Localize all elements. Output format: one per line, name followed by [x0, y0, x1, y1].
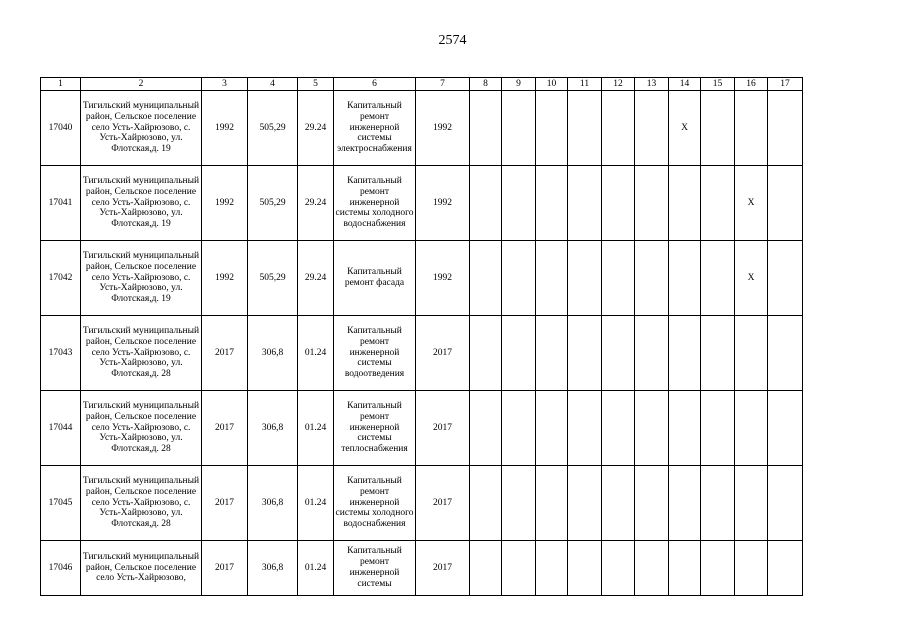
mark-cell — [701, 241, 735, 316]
column-header: 10 — [536, 78, 568, 91]
work-type-cell: Капитальный ремонт инженерной системы теплоснабжения — [334, 391, 416, 466]
mark-cell — [735, 316, 768, 391]
column-header: 3 — [202, 78, 248, 91]
mark-cell — [502, 91, 536, 166]
work-type-cell: Капитальный ремонт инженерной системы водоотведения — [334, 316, 416, 391]
mark-cell — [701, 541, 735, 596]
mark-cell — [635, 541, 669, 596]
mark-cell — [635, 91, 669, 166]
mark-cell — [536, 316, 568, 391]
completion-year-cell: 1992 — [416, 241, 470, 316]
column-header: 4 — [248, 78, 298, 91]
area-cell: 306,8 — [248, 316, 298, 391]
completion-year-cell: 1992 — [416, 166, 470, 241]
area-cell: 505,29 — [248, 166, 298, 241]
mark-cell — [502, 541, 536, 596]
mark-cell — [602, 166, 635, 241]
mark-cell — [502, 391, 536, 466]
table-row — [41, 391, 803, 466]
mark-cell — [768, 541, 803, 596]
work-type-cell: Капитальный ремонт инженерной системы холодного водоснабжения — [334, 466, 416, 541]
mark-cell — [470, 241, 502, 316]
mark-cell — [568, 316, 602, 391]
area-cell: 306,8 — [248, 466, 298, 541]
mark-cell — [635, 391, 669, 466]
column-header: 14 — [669, 78, 701, 91]
mark-cell — [701, 166, 735, 241]
mark-cell — [669, 466, 701, 541]
completion-year-cell: 2017 — [416, 391, 470, 466]
column-header: 15 — [701, 78, 735, 91]
mark-cell — [602, 466, 635, 541]
row-number-cell: 17044 — [41, 391, 81, 466]
mark-cell — [568, 241, 602, 316]
row-number-cell: 17043 — [41, 316, 81, 391]
area-cell: 306,8 — [248, 541, 298, 596]
mark-cell — [502, 166, 536, 241]
period-cell: 01.24 — [298, 316, 334, 391]
mark-cell — [536, 91, 568, 166]
column-header: 9 — [502, 78, 536, 91]
period-cell: 29.24 — [298, 91, 334, 166]
mark-cell — [602, 541, 635, 596]
column-header: 8 — [470, 78, 502, 91]
column-header: 5 — [298, 78, 334, 91]
completion-year-cell: 2017 — [416, 466, 470, 541]
table-row — [41, 241, 803, 316]
build-year-cell: 2017 — [202, 541, 248, 596]
mark-cell — [735, 466, 768, 541]
build-year-cell: 1992 — [202, 91, 248, 166]
work-type-cell: Капитальный ремонт инженерной системы — [334, 541, 416, 596]
mark-cell — [669, 166, 701, 241]
row-number-cell: 17040 — [41, 91, 81, 166]
row-number-cell: 17045 — [41, 466, 81, 541]
period-cell: 01.24 — [298, 541, 334, 596]
table-row — [41, 466, 803, 541]
mark-cell — [470, 541, 502, 596]
address-cell: Тигильский муниципальный район, Сельское поселение село Усть-Хайрюзово, — [81, 541, 202, 596]
area-cell: 505,29 — [248, 91, 298, 166]
column-header: 1 — [41, 78, 81, 91]
build-year-cell: 1992 — [202, 166, 248, 241]
mark-cell — [635, 166, 669, 241]
mark-cell — [701, 316, 735, 391]
work-type-cell: Капитальный ремонт инженерной системы холодного водоснабжения — [334, 166, 416, 241]
mark-cell — [701, 466, 735, 541]
table-row — [41, 91, 803, 166]
mark-cell: X — [735, 241, 768, 316]
mark-cell — [470, 91, 502, 166]
area-cell: 505,29 — [248, 241, 298, 316]
table-row — [41, 166, 803, 241]
mark-cell — [735, 541, 768, 596]
period-cell: 29.24 — [298, 166, 334, 241]
mark-cell — [470, 166, 502, 241]
mark-cell — [536, 466, 568, 541]
area-cell: 306,8 — [248, 391, 298, 466]
row-number-cell: 17046 — [41, 541, 81, 596]
build-year-cell: 2017 — [202, 391, 248, 466]
mark-cell — [768, 166, 803, 241]
address-cell: Тигильский муниципальный район, Сельское поселение село Усть-Хайрюзово, с. Усть-Хайрюзово, ул. Флотская,д. 28 — [81, 316, 202, 391]
address-cell: Тигильский муниципальный район, Сельское поселение село Усть-Хайрюзово, с. Усть-Хайрюзово, ул. Флотская,д. 19 — [81, 91, 202, 166]
build-year-cell: 2017 — [202, 466, 248, 541]
column-header: 7 — [416, 78, 470, 91]
build-year-cell: 2017 — [202, 316, 248, 391]
completion-year-cell: 2017 — [416, 316, 470, 391]
completion-year-cell: 2017 — [416, 541, 470, 596]
column-header: 6 — [334, 78, 416, 91]
mark-cell — [502, 241, 536, 316]
mark-cell — [568, 91, 602, 166]
mark-cell — [669, 241, 701, 316]
mark-cell — [602, 91, 635, 166]
completion-year-cell: 1992 — [416, 91, 470, 166]
mark-cell — [635, 316, 669, 391]
mark-cell — [635, 466, 669, 541]
mark-cell — [602, 391, 635, 466]
mark-cell — [768, 391, 803, 466]
mark-cell — [701, 391, 735, 466]
mark-cell — [768, 241, 803, 316]
work-type-cell: Капитальный ремонт инженерной системы электроснабжения — [334, 91, 416, 166]
mark-cell — [536, 541, 568, 596]
address-cell: Тигильский муниципальный район, Сельское поселение село Усть-Хайрюзово, с. Усть-Хайрюзово, ул. Флотская,д. 28 — [81, 466, 202, 541]
column-header: 2 — [81, 78, 202, 91]
mark-cell — [568, 391, 602, 466]
page-number: 2574 — [438, 33, 467, 48]
mark-cell — [669, 541, 701, 596]
period-cell: 01.24 — [298, 466, 334, 541]
mark-cell — [536, 166, 568, 241]
mark-cell — [635, 241, 669, 316]
period-cell: 29.24 — [298, 241, 334, 316]
table-row — [41, 541, 803, 596]
column-header: 11 — [568, 78, 602, 91]
mark-cell — [470, 391, 502, 466]
mark-cell — [536, 241, 568, 316]
address-cell: Тигильский муниципальный район, Сельское поселение село Усть-Хайрюзово, с. Усть-Хайрюзово, ул. Флотская,д. 28 — [81, 391, 202, 466]
mark-cell — [502, 316, 536, 391]
period-cell: 01.24 — [298, 391, 334, 466]
mark-cell — [470, 316, 502, 391]
mark-cell — [568, 166, 602, 241]
column-header: 16 — [735, 78, 768, 91]
address-cell: Тигильский муниципальный район, Сельское поселение село Усть-Хайрюзово, с. Усть-Хайрюзово, ул. Флотская,д. 19 — [81, 241, 202, 316]
mark-cell — [768, 316, 803, 391]
table-row — [41, 316, 803, 391]
mark-cell — [568, 541, 602, 596]
row-number-cell: 17042 — [41, 241, 81, 316]
mark-cell — [568, 466, 602, 541]
column-header: 13 — [635, 78, 669, 91]
mark-cell: X — [735, 166, 768, 241]
mark-cell — [701, 91, 735, 166]
register-table — [40, 77, 803, 596]
mark-cell: X — [669, 91, 701, 166]
mark-cell — [470, 466, 502, 541]
column-header: 17 — [768, 78, 803, 91]
mark-cell — [735, 391, 768, 466]
mark-cell — [735, 91, 768, 166]
mark-cell — [602, 316, 635, 391]
column-header: 12 — [602, 78, 635, 91]
mark-cell — [768, 91, 803, 166]
row-number-cell: 17041 — [41, 166, 81, 241]
mark-cell — [768, 466, 803, 541]
address-cell: Тигильский муниципальный район, Сельское поселение село Усть-Хайрюзово, с. Усть-Хайрюзово, ул. Флотская,д. 19 — [81, 166, 202, 241]
work-type-cell: Капитальный ремонт фасада — [334, 241, 416, 316]
mark-cell — [602, 241, 635, 316]
mark-cell — [502, 466, 536, 541]
mark-cell — [669, 391, 701, 466]
mark-cell — [669, 316, 701, 391]
header-row — [41, 78, 803, 91]
build-year-cell: 1992 — [202, 241, 248, 316]
mark-cell — [536, 391, 568, 466]
